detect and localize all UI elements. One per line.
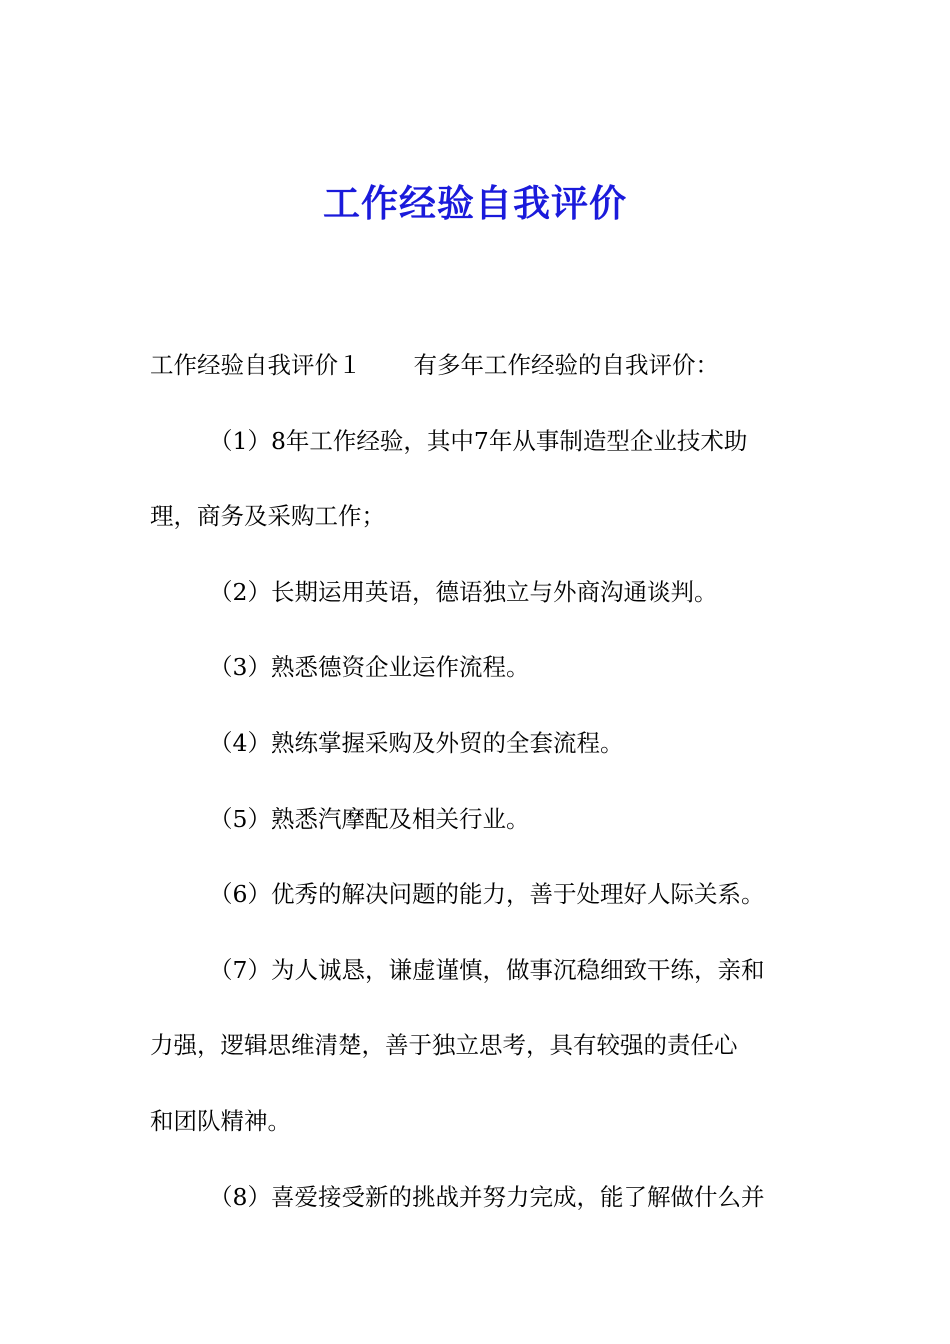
paragraph-line: （4）熟练掌握采购及外贸的全套流程。 xyxy=(209,728,624,757)
paragraph-line: 力强，逻辑思维清楚，善于独立思考，具有较强的责任心 xyxy=(150,1031,738,1060)
paragraph-line: 和团队精神。 xyxy=(150,1106,291,1135)
document-title: 工作经验自我评价 xyxy=(323,181,627,225)
document-body xyxy=(150,328,806,1235)
intro-heading: 工作经验自我评价１ xyxy=(150,351,362,379)
paragraph-line: （3）熟悉德资企业运作流程。 xyxy=(209,653,530,682)
paragraph-line: （5）熟悉汽摩配及相关行业。 xyxy=(209,804,530,833)
paragraph-line: （1）8年工作经验，其中7年从事制造型企业技术助 xyxy=(209,426,748,455)
paragraph-line: （6）优秀的解决问题的能力，善于处理好人际关系。 xyxy=(209,880,765,909)
intro-text: 有多年工作经验的自我评价： xyxy=(413,351,719,379)
paragraph-line: 理，商务及采购工作； xyxy=(150,502,385,531)
intro-line xyxy=(150,328,806,404)
paragraph-line: （7）为人诚恳，谦虚谨慎，做事沉稳细致干练，亲和 xyxy=(209,955,765,984)
paragraph-line: （8）喜爱接受新的挑战并努力完成，能了解做什么并 xyxy=(209,1182,765,1211)
paragraph-line: （2）长期运用英语，德语独立与外商沟通谈判。 xyxy=(209,577,718,606)
